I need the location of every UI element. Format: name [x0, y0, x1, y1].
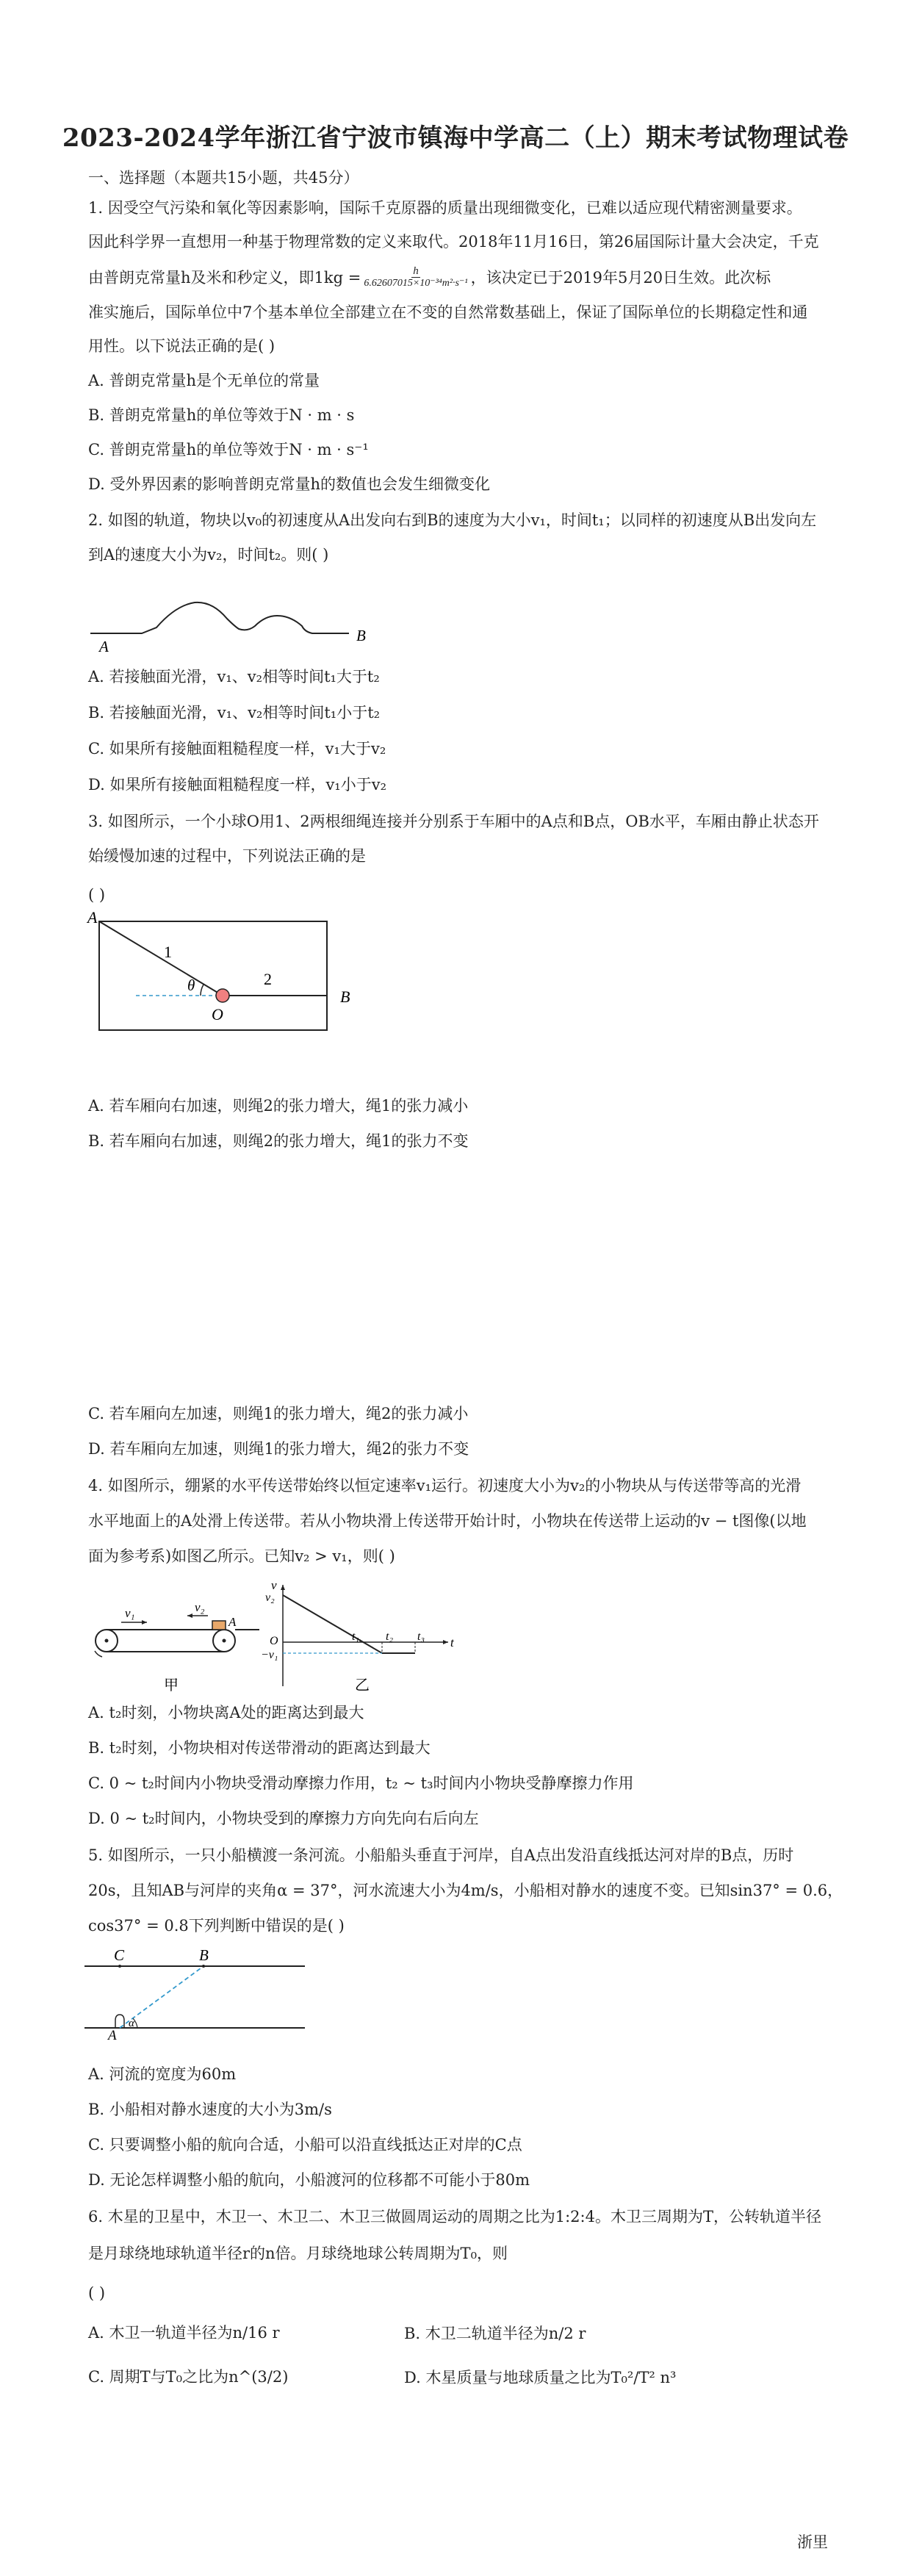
- q5-option-c: C. 只要调整小船的航向合适，小船可以沿直线抵达正对岸的C点: [88, 2136, 522, 2154]
- q1-line-1: 1. 因受空气污染和氧化等因素影响，国际千克原器的质量出现细微变化，已难以适应现代精密测量要求。: [88, 199, 802, 217]
- q5-line-3: cos37° = 0.8下列判断中错误的是( ): [88, 1917, 345, 1935]
- track-figure: [84, 597, 393, 655]
- q5-option-b: B. 小船相对静水速度的大小为3m/s: [88, 2101, 332, 2118]
- section-heading: 一、选择题（本题共15小题，共45分）: [88, 169, 359, 187]
- track-curve: [90, 602, 349, 633]
- q3-option-a: A. 若车厢向右加速，则绳2的张力增大，绳1的张力减小: [88, 1097, 469, 1115]
- track-label-a: A: [99, 638, 109, 655]
- carriage-figure: [77, 911, 386, 1036]
- vt-graph: [261, 1578, 455, 1694]
- theta-arc: [201, 985, 204, 996]
- q6-option-d: D. 木星质量与地球质量之比为T₀²/T² n³: [404, 2369, 677, 2386]
- ball-label-o: O: [212, 1005, 223, 1023]
- label-alpha: α: [129, 2018, 134, 2029]
- label-v2: v₂: [195, 1600, 205, 1614]
- q3-option-c: C. 若车厢向左加速，则绳1的张力增大，绳2的张力减小: [88, 1405, 469, 1422]
- label-v: v: [271, 1578, 277, 1592]
- q1-line-3: [88, 266, 771, 289]
- label-t: t: [450, 1636, 454, 1649]
- page-title: 2023-2024学年浙江省宁波市镇海中学高二（上）期末考试物理试卷: [62, 123, 849, 153]
- q1-line-5: 用性。以下说法正确的是( ): [88, 337, 276, 355]
- q2-line-2: 到A的速度大小为v₂，时间t₂。则( ): [88, 546, 329, 564]
- label-b: B: [199, 1946, 209, 1964]
- vt-line-decel: [283, 1595, 382, 1653]
- label-origin: O: [270, 1635, 278, 1647]
- left-pulley-axle: [105, 1639, 109, 1643]
- v2-arrowhead: [187, 1613, 192, 1618]
- right-pulley-axle: [223, 1639, 226, 1643]
- fraction-denominator: 6.62607015×10⁻³⁴m²·s⁻¹: [364, 278, 468, 289]
- q5-option-d: D. 无论怎样调整小船的航向，小船渡河的位移都不可能小于80m: [88, 2171, 530, 2189]
- q1-option-b: B. 普朗克常量h的单位等效于N · m · s: [88, 406, 355, 424]
- q3-option-b: B. 若车厢向右加速，则绳2的张力增大，绳1的张力不变: [88, 1132, 469, 1150]
- conveyor-belt-diagram: [95, 1600, 259, 1694]
- q1-line-3a: 由普朗克常量h及米和秒定义，即1kg =: [88, 268, 361, 287]
- river-figure: [77, 1946, 320, 2041]
- q2-option-c: C. 如果所有接触面粗糙程度一样，v₁大于v₂: [88, 740, 386, 758]
- v1-arrowhead: [142, 1620, 147, 1625]
- q3-line-2: 始缓慢加速的过程中，下列说法正确的是: [88, 847, 366, 865]
- carriage-label-a: A: [87, 911, 98, 927]
- q6-line-3: ( ): [88, 2284, 106, 2302]
- rotation-arrow: [95, 1651, 102, 1657]
- q3-option-d: D. 若车厢向左加速，则绳1的张力增大，绳2的张力不变: [88, 1440, 469, 1458]
- label-yi: 乙: [355, 1677, 370, 1694]
- page-footer: 浙里: [797, 2533, 828, 2551]
- label-c: C: [114, 1946, 125, 1964]
- q4-option-b: B. t₂时刻，小物块相对传送带滑动的距离达到最大: [88, 1739, 431, 1757]
- carriage-label-b: B: [340, 987, 350, 1006]
- q4-line-3: 面为参考系)如图乙所示。已知v₂ > v₁，则( ): [88, 1547, 395, 1565]
- q6-line-1: 6. 木星的卫星中，木卫一、木卫二、木卫三做圆周运动的周期之比为1:2:4。木卫三周期为T，公转轨道半径: [88, 2208, 821, 2226]
- label-t3: t₃: [417, 1630, 425, 1643]
- q2-line-1: 2. 如图的轨道，物块以v₀的初速度从A出发向右到B的速度为大小v₁，时间t₁；以同样的初速度从B出发向左: [88, 511, 817, 529]
- q1-option-d: D. 受外界因素的影响普朗克常量h的数值也会发生细微变化: [88, 475, 490, 493]
- q4-option-a: A. t₂时刻，小物块离A处的距离达到最大: [88, 1704, 364, 1721]
- q2-option-b: B. 若接触面光滑，v₁、v₂相等时间t₁小于t₂: [88, 704, 381, 722]
- rope-1: [99, 921, 223, 996]
- label-jia: 甲: [164, 1677, 179, 1694]
- q5-line-2: 20s，且知AB与河岸的夹角α = 37°，河水流速大小为4m/s，小船相对静水的速度不变。已知sin37° = 0.6，: [88, 1882, 843, 1899]
- label-a: A: [108, 2028, 117, 2041]
- small-block: [212, 1621, 226, 1630]
- q1-option-c: C. 普朗克常量h的单位等效于N · m · s⁻¹: [88, 441, 369, 458]
- label-t1: t₁: [352, 1630, 360, 1643]
- q3-line-1: 3. 如图所示，一个小球O用1、2两根细绳连接并分别系于车厢中的A点和B点，OB水平，车厢由静止状态开: [88, 813, 819, 830]
- label-v1: v₁: [125, 1606, 135, 1620]
- rope-label-1: 1: [164, 943, 172, 961]
- point-b: [202, 1965, 205, 1968]
- q2-option-d: D. 如果所有接触面粗糙程度一样，v₁小于v₂: [88, 776, 387, 794]
- q5-line-1: 5. 如图所示，一只小船横渡一条河流。小船船头垂直于河岸，自A点出发沿直线抵达河对岸的B点，历时: [88, 1846, 794, 1864]
- point-c: [118, 1965, 121, 1968]
- q4-option-d: D. 0 ~ t₂时间内，小物块受到的摩擦力方向先向右后向左: [88, 1810, 479, 1827]
- q1-line-3b: ，该决定已于2019年5月20日生效。此次标: [470, 268, 771, 287]
- q6-line-2: 是月球绕地球轨道半径r的n倍。月球绕地球公转周期为T₀，则: [88, 2245, 508, 2262]
- q3-line-3: ( ): [88, 886, 106, 904]
- q1-option-a: A. 普朗克常量h是个无单位的常量: [88, 372, 320, 389]
- label-neg-v1: −v₁: [261, 1649, 278, 1661]
- fraction-numerator: h: [413, 265, 419, 277]
- q1-line-4: 准实施后，国际单位中7个基本单位全部建立在不变的自然常数基础上，保证了国际单位的长期稳定性和通: [88, 303, 808, 321]
- v-axis-arrow: [281, 1585, 285, 1590]
- q6-option-c: C. 周期T与T₀之比为n^(3/2): [88, 2368, 289, 2386]
- q6-option-a: A. 木卫一轨道半径为n/16 r: [88, 2324, 280, 2342]
- q4-line-1: 4. 如图所示，绷紧的水平传送带始终以恒定速率v₁运行。初速度大小为v₂的小物块从与传送带等高的光滑: [88, 1477, 802, 1494]
- angle-label-theta: θ: [187, 976, 195, 994]
- label-t2: t₂: [386, 1630, 394, 1643]
- ball-o: [216, 989, 229, 1002]
- t-axis-arrow: [443, 1640, 448, 1644]
- label-a: A: [228, 1615, 237, 1629]
- track-label-b: B: [356, 627, 366, 644]
- q6-option-b: B. 木卫二轨道半径为n/2 r: [404, 2325, 586, 2342]
- q1-line-2: 因此科学界一直想用一种基于物理常数的定义来取代。2018年11月16日，第26届国际计量大会决定，千克: [88, 233, 819, 251]
- q5-option-a: A. 河流的宽度为60m: [88, 2065, 237, 2083]
- q4-option-c: C. 0 ~ t₂时间内小物块受滑动摩擦力作用，t₂ ~ t₃时间内小物块受静摩擦力作用: [88, 1774, 634, 1792]
- label-v2-axis: v₂: [265, 1591, 275, 1604]
- conveyor-figure: [77, 1569, 459, 1701]
- q2-option-a: A. 若接触面光滑，v₁、v₂相等时间t₁大于t₂: [88, 668, 380, 686]
- rope-label-2: 2: [264, 970, 272, 988]
- q4-line-2: 水平地面上的A处滑上传送带。若从小物块滑上传送带开始计时，小物块在传送带上运动的v − t图像(以地: [88, 1512, 807, 1530]
- kg-definition-fraction: [364, 266, 467, 289]
